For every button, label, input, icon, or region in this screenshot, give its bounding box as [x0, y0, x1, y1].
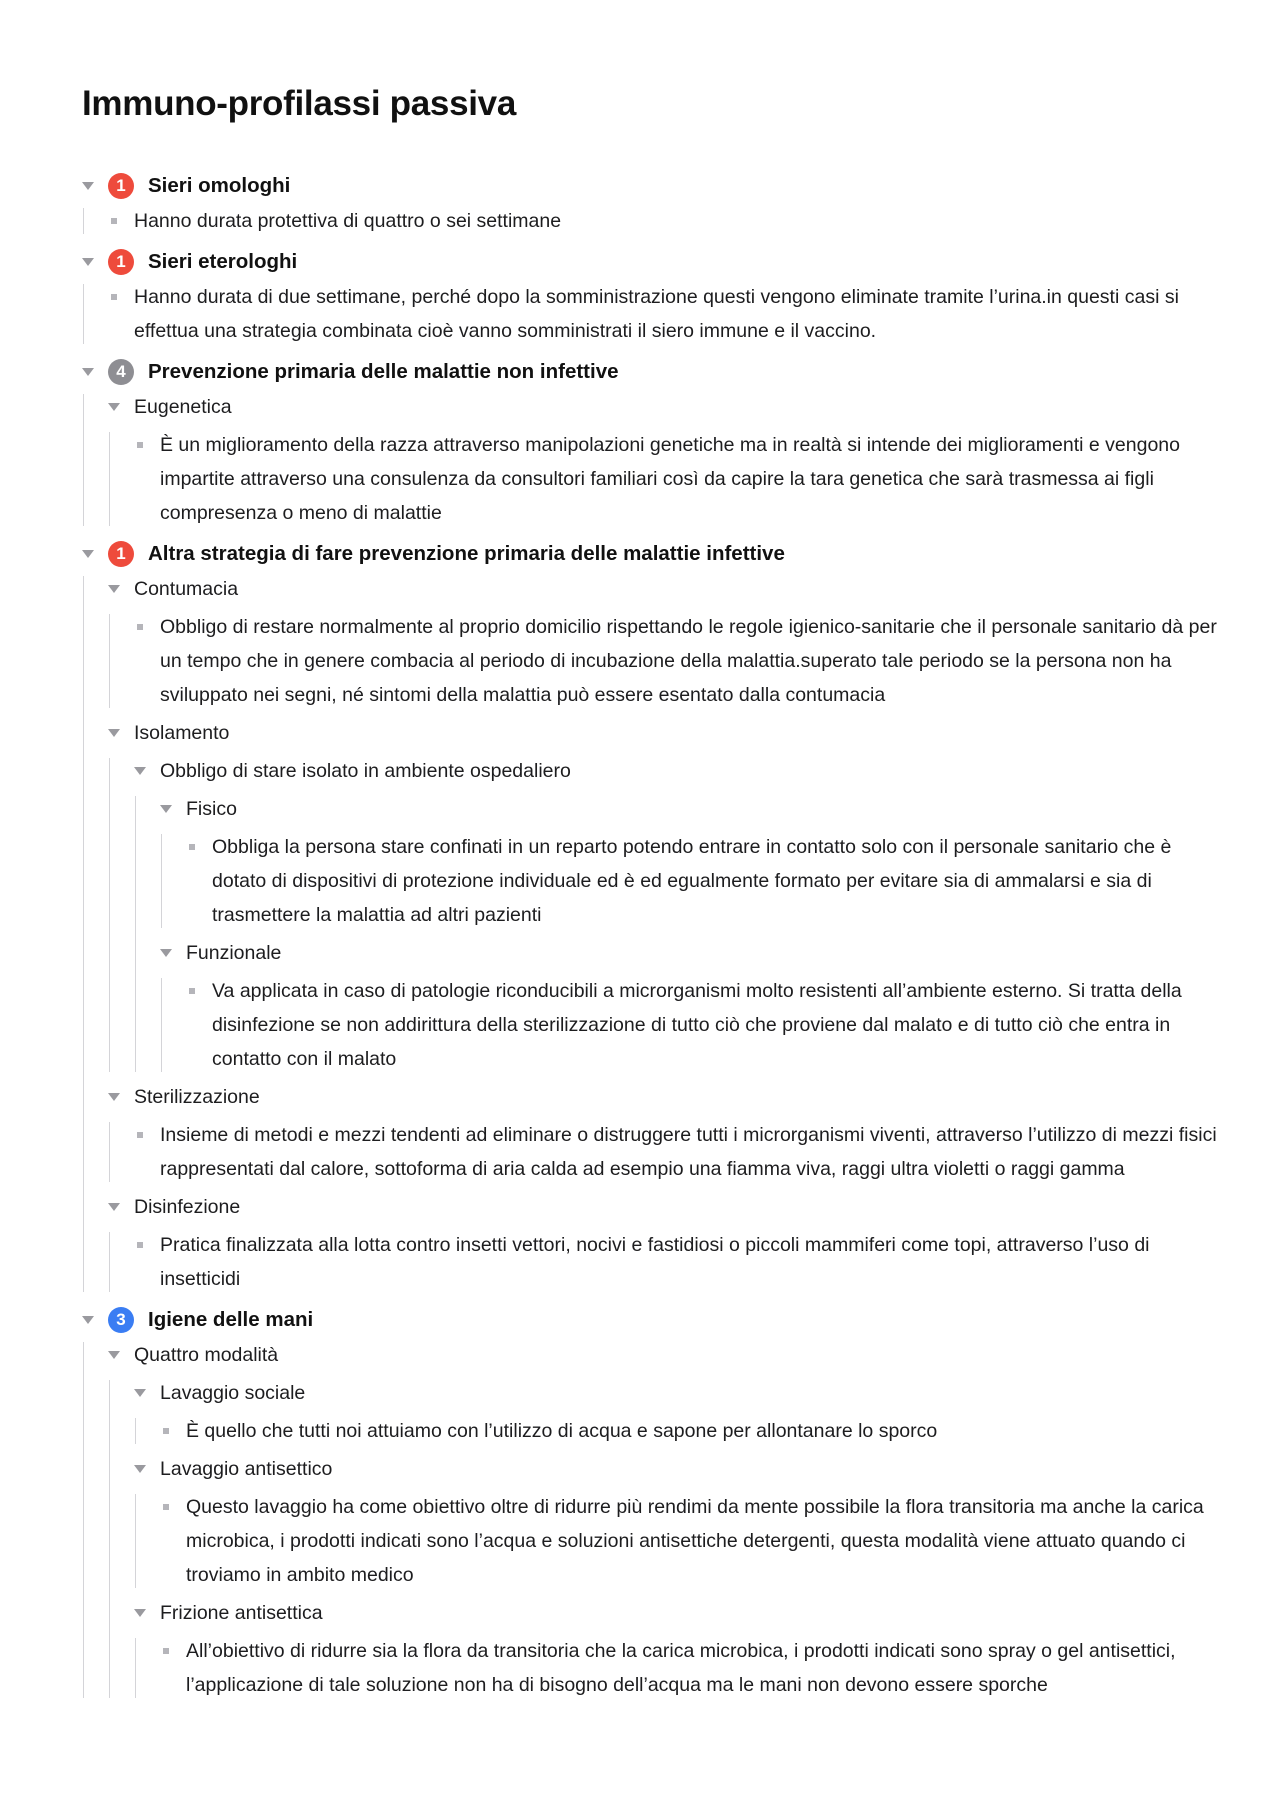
- bullet-item: [186, 830, 1222, 932]
- bullet-text[interactable]: Hanno durata protettiva di quattro o sei settimane: [134, 210, 562, 232]
- priority-badge: 4: [108, 359, 134, 385]
- bullet-item: [134, 428, 1222, 530]
- item-label[interactable]: Isolamento: [134, 722, 230, 744]
- bullet-item: [186, 974, 1222, 1076]
- item-label[interactable]: Fisico: [186, 798, 237, 820]
- priority-badge: 1: [108, 541, 134, 567]
- item-label[interactable]: Contumacia: [134, 578, 239, 600]
- section-heading-row: [82, 1302, 1222, 1338]
- outline-item: [108, 1338, 1222, 1372]
- collapse-toggle-icon[interactable]: [160, 792, 186, 826]
- bullet-square-icon: [137, 442, 143, 448]
- page-title: Immuno-profilassi passiva: [82, 84, 517, 123]
- section-heading-row: [82, 168, 1222, 204]
- collapse-toggle-icon[interactable]: [134, 1376, 160, 1410]
- outline-item: [160, 936, 1222, 970]
- item-label[interactable]: Obbligo di stare isolato in ambiente ospedaliero: [160, 760, 571, 782]
- bullet-text[interactable]: Obbliga la persona stare confinati in un reparto potendo entrare in contatto solo con il personale sanitario che è dotato di dispositivi di protezione individuale ed è ed egualmente formato per evitare sia di ammalarsi e sia di trasmettere la malattia ad altri pazienti: [212, 836, 1172, 926]
- bullet-item: [108, 280, 1222, 348]
- bullet-square-icon: [163, 1504, 169, 1510]
- bullet-square-icon: [163, 1648, 169, 1654]
- bullet-square-icon: [111, 294, 117, 300]
- collapse-toggle-icon[interactable]: [108, 716, 134, 750]
- outline-item: [134, 1452, 1222, 1486]
- bullet-square-icon: [137, 1242, 143, 1248]
- outline-item: [134, 754, 1222, 788]
- section-heading[interactable]: Prevenzione primaria delle malattie non infettive: [148, 360, 619, 383]
- outline-section: [82, 536, 1222, 1296]
- bullet-text[interactable]: Va applicata in caso di patologie riconducibili a microrganismi molto resistenti all’ambiente esterno. Si tratta della disinfezione se non addirittura della sterilizzazione di tutto ciò che proviene dal malato e di tutto ciò che entra in contatto con il malato: [212, 980, 1182, 1070]
- item-label[interactable]: Funzionale: [186, 942, 282, 964]
- bullet-text[interactable]: È quello che tutti noi attuiamo con l’utilizzo di acqua e sapone per allontanare lo sporco: [186, 1420, 938, 1442]
- item-label[interactable]: Lavaggio antisettico: [160, 1458, 333, 1480]
- priority-badge: 1: [108, 173, 134, 199]
- collapse-toggle-icon[interactable]: [82, 168, 108, 204]
- section-heading-row: [82, 244, 1222, 280]
- bullet-item: [134, 1228, 1222, 1296]
- bullet-item: [160, 1490, 1222, 1592]
- item-label[interactable]: Disinfezione: [134, 1196, 241, 1218]
- section-heading[interactable]: Igiene delle mani: [148, 1308, 314, 1331]
- collapse-toggle-icon[interactable]: [134, 754, 160, 788]
- bullet-item: [160, 1414, 1222, 1448]
- collapse-toggle-icon[interactable]: [108, 390, 134, 424]
- bullet-text[interactable]: Pratica finalizzata alla lotta contro insetti vettori, nocivi e fastidiosi o piccoli mammiferi come topi, attraverso l’uso di insetticidi: [160, 1234, 1150, 1290]
- collapse-toggle-icon[interactable]: [108, 1338, 134, 1372]
- document-page: [82, 80, 1222, 1708]
- bullet-square-icon: [189, 844, 195, 850]
- section-heading[interactable]: Sieri eterologhi: [148, 250, 298, 273]
- outline-section: [82, 168, 1222, 238]
- section-heading-row: [82, 536, 1222, 572]
- bullet-text[interactable]: Obbligo di restare normalmente al proprio domicilio rispettando le regole igienico-sanitarie che il personale sanitario dà per un tempo che in genere combacia al periodo di incubazione della malattia.superato tale periodo se la persona non ha sviluppato nei segni, né sintomi della malattia può essere esentato dalla contumacia: [160, 616, 1217, 706]
- section-heading[interactable]: Sieri omologhi: [148, 174, 291, 197]
- bullet-item: [134, 610, 1222, 712]
- bullet-text[interactable]: All’obiettivo di ridurre sia la flora da transitoria che la carica microbica, i prodotti indicati sono spray o gel antisettici, l’applicazione di tale soluzione non ha di bisogno dell’acqua ma le mani non devono essere sporche: [186, 1640, 1176, 1696]
- collapse-toggle-icon[interactable]: [82, 1302, 108, 1338]
- outline-section: [82, 244, 1222, 348]
- bullet-square-icon: [111, 218, 117, 224]
- collapse-toggle-icon[interactable]: [108, 1190, 134, 1224]
- priority-badge: 3: [108, 1307, 134, 1333]
- bullet-item: [108, 204, 1222, 238]
- collapse-toggle-icon[interactable]: [108, 1080, 134, 1114]
- item-label[interactable]: Quattro modalità: [134, 1344, 279, 1366]
- bullet-item: [160, 1634, 1222, 1702]
- collapse-toggle-icon[interactable]: [134, 1452, 160, 1486]
- collapse-toggle-icon[interactable]: [108, 572, 134, 606]
- outline-item: [108, 572, 1222, 606]
- priority-badge: 1: [108, 249, 134, 275]
- bullet-text[interactable]: Insieme di metodi e mezzi tendenti ad eliminare o distruggere tutti i microrganismi viventi, attraverso l’utilizzo di mezzi fisici rappresentati dal calore, sottoforma di aria calda ad esempio una fiamma viva, raggi ultra violetti o raggi gamma: [160, 1124, 1217, 1180]
- bullet-text[interactable]: È un miglioramento della razza attraverso manipolazioni genetiche ma in realtà si intende dei miglioramenti e vengono impartite attraverso una consulenza da consultori familiari così da capire la tara genetica che sarà trasmessa ai figli compresenza o meno di malattie: [160, 434, 1180, 524]
- bullet-text[interactable]: Questo lavaggio ha come obiettivo oltre di ridurre più rendimi da mente possibile la flora transitoria ma anche la carica microbica, i prodotti indicati sono l’acqua e soluzioni antisettiche detergenti, questa modalità viene attuato quando ci troviamo in ambito medico: [186, 1496, 1204, 1586]
- item-label[interactable]: Eugenetica: [134, 396, 232, 418]
- outline-item: [134, 1596, 1222, 1630]
- item-label[interactable]: Frizione antisettica: [160, 1602, 323, 1624]
- item-label[interactable]: Sterilizzazione: [134, 1086, 260, 1108]
- bullet-item: [134, 1118, 1222, 1186]
- collapse-toggle-icon[interactable]: [134, 1596, 160, 1630]
- outline-item: [160, 792, 1222, 826]
- item-label[interactable]: Lavaggio sociale: [160, 1382, 306, 1404]
- bullet-square-icon: [163, 1428, 169, 1434]
- section-heading-row: [82, 354, 1222, 390]
- outline-item: [108, 390, 1222, 424]
- outline-section: [82, 1302, 1222, 1702]
- outline-section: [82, 354, 1222, 530]
- bullet-text[interactable]: Hanno durata di due settimane, perché dopo la somministrazione questi vengono eliminate tramite l’urina.in questi casi si effettua una strategia combinata cioè vanno somministrati il siero immune e il vaccino.: [134, 286, 1179, 342]
- outline-item: [108, 1080, 1222, 1114]
- section-heading[interactable]: Altra strategia di fare prevenzione primaria delle malattie infettive: [148, 542, 785, 565]
- bullet-square-icon: [189, 988, 195, 994]
- bullet-square-icon: [137, 624, 143, 630]
- bullet-square-icon: [137, 1132, 143, 1138]
- outline-item: [108, 716, 1222, 750]
- outline-item: [134, 1376, 1222, 1410]
- collapse-toggle-icon[interactable]: [82, 536, 108, 572]
- outline-item: [108, 1190, 1222, 1224]
- collapse-toggle-icon[interactable]: [160, 936, 186, 970]
- collapse-toggle-icon[interactable]: [82, 354, 108, 390]
- collapse-toggle-icon[interactable]: [82, 244, 108, 280]
